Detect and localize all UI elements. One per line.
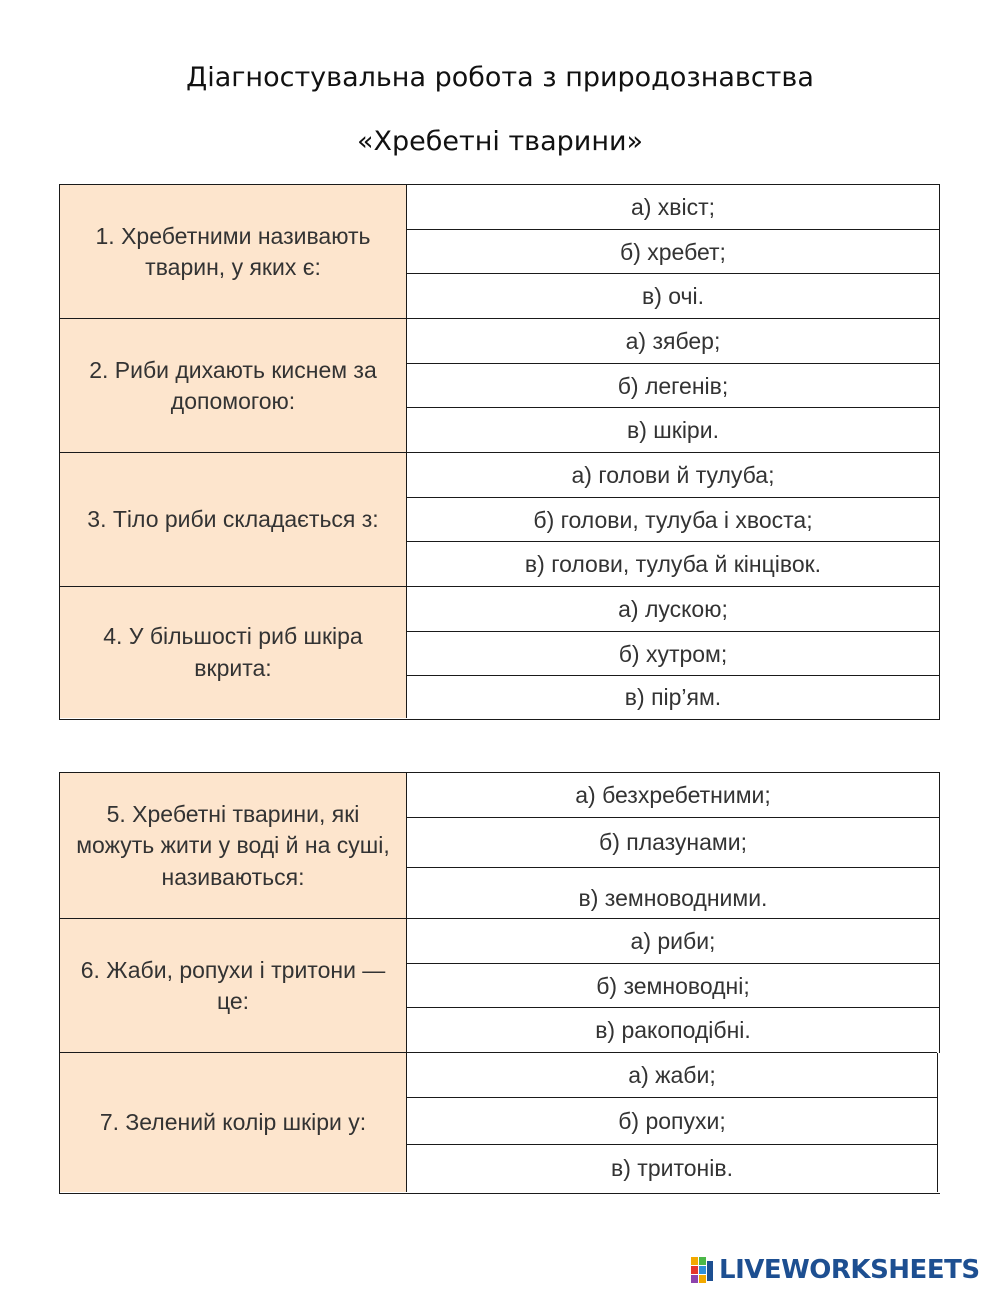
question-text: 3. Тіло риби складається з: [60,453,407,587]
answer-option[interactable]: в) ракоподібні. [595,1017,751,1043]
question-block-6 [60,919,940,1053]
question-text: 6. Жаби, ропухи і тритони — це: [60,919,407,1053]
answer-option[interactable]: в) земноводними. [578,884,768,911]
answer-option[interactable]: а) лускою; [618,596,728,622]
answer-option[interactable]: в) очі. [641,283,705,309]
question-block-2 [60,319,939,453]
worksheet-title: Діагностувальна робота з природознавства [186,62,814,93]
question-block-4 [60,587,939,718]
question-text: 5. Хребетні тварини, які можуть жити у воді й на суші, називаються: [60,773,407,919]
answer-option[interactable]: б) ропухи; [618,1108,726,1134]
answer-option[interactable]: б) земноводні; [596,972,750,999]
answer-option[interactable]: б) хребет; [620,238,726,265]
question-text: 1. Хребетними називають тварин, у яких є: [60,185,407,319]
answer-option[interactable]: в) пір’ям. [624,683,722,710]
answer-option[interactable]: б) плазунами; [599,829,747,855]
question-block-3 [60,453,939,587]
question-text: 4. У більшості риб шкіра вкрита: [60,587,407,718]
answer-option[interactable]: а) зябер; [625,328,721,354]
answer-option[interactable]: б) легенів; [617,372,729,399]
answer-option[interactable]: а) хвіст; [630,194,716,220]
answer-option[interactable]: а) безхребетними; [575,782,771,808]
answer-option[interactable]: а) жаби; [628,1062,716,1088]
question-text: 2. Риби дихають киснем за допомогою: [60,319,407,453]
answer-option[interactable]: а) голови й тулуба; [571,462,775,488]
quiz-table-1 [59,184,940,720]
answer-option[interactable]: б) голови, тулуба і хвоста; [533,506,813,533]
answer-option[interactable]: в) голови, тулуба й кінцівок. [524,551,822,577]
liveworksheets-logo [691,1255,980,1285]
liveworksheets-logo-icon [691,1257,715,1283]
question-text: 7. Зелений колір шкіри у: [60,1053,407,1192]
answer-option[interactable]: б) хутром; [618,640,728,667]
quiz-table-2 [59,772,940,1194]
answer-option[interactable]: в) шкіри. [627,417,719,443]
answer-option[interactable]: в) тритонів. [611,1155,733,1181]
question-block-5 [60,773,940,919]
question-block-7 [60,1053,938,1192]
worksheet-subtitle: «Хребетні тварини» [356,126,644,157]
answer-option[interactable]: а) риби; [630,928,716,954]
question-block-1 [60,185,939,319]
logo-text: LIVEWORKSHEETS [719,1255,980,1285]
